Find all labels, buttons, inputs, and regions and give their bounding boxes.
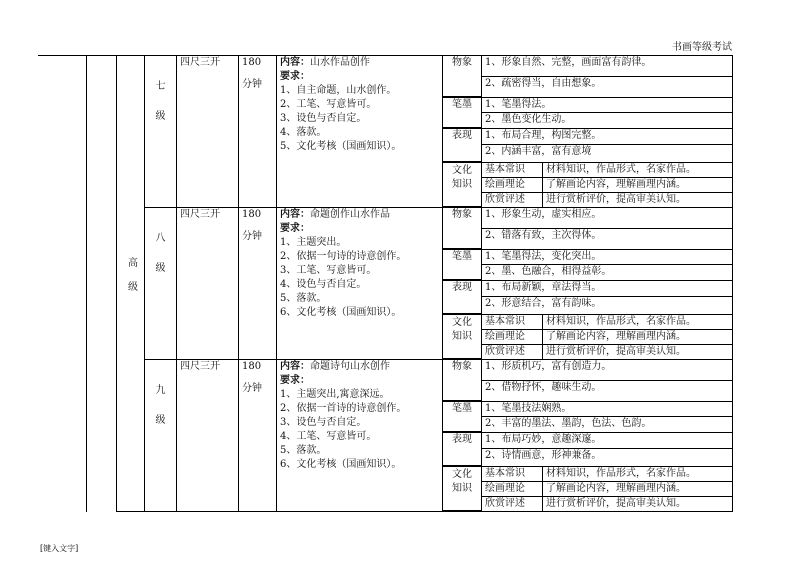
criteria-item: 1、形象自然、完整，画面富有韵律。 bbox=[482, 56, 733, 76]
footer-text: [键入文字] bbox=[40, 544, 79, 553]
criteria-subtable bbox=[443, 56, 732, 97]
requirement-item: 1、主题突出,寓意深远。 bbox=[280, 389, 390, 400]
content-label: 内容： bbox=[280, 57, 310, 68]
criteria-subtable bbox=[443, 98, 732, 128]
level-name-char-1: 七 bbox=[155, 81, 166, 92]
criteria-cell bbox=[443, 128, 733, 162]
requirements-label: 要求： bbox=[280, 71, 310, 82]
criteria-cell bbox=[443, 56, 733, 98]
criteria-subtable bbox=[443, 129, 732, 162]
criteria-subtable bbox=[443, 360, 732, 401]
criteria-row bbox=[87, 208, 733, 250]
level-name-char-1: 九 bbox=[155, 385, 166, 396]
criteria-cell bbox=[443, 314, 733, 360]
requirement-item: 3、设色与否自定。 bbox=[280, 113, 367, 124]
content-label: 内容： bbox=[280, 209, 310, 220]
criteria-item: 1、笔墨技法娴熟。 bbox=[482, 402, 733, 417]
criteria-item: 1、笔墨得法，变化突出。 bbox=[482, 250, 733, 265]
requirements-block bbox=[280, 360, 439, 472]
main-category-label: 高级 bbox=[125, 257, 137, 305]
criteria-cell bbox=[443, 402, 733, 433]
criteria-cell bbox=[443, 432, 733, 466]
main-category bbox=[117, 56, 145, 512]
criteria-category bbox=[443, 467, 482, 511]
level-name bbox=[145, 360, 177, 512]
page-header-title: 书画等级考试 bbox=[672, 42, 732, 53]
content-text: 命题诗句山水创作 bbox=[310, 361, 390, 372]
level-name bbox=[145, 208, 177, 360]
content-label: 内容： bbox=[280, 361, 310, 372]
criteria-item: 2、墨、色融合，相得益彰。 bbox=[482, 265, 733, 280]
criteria-item: 2、墨色变化生动。 bbox=[482, 113, 733, 128]
criteria-category: 表现 bbox=[443, 281, 482, 314]
knowledge-topic: 欣赏评述 bbox=[482, 192, 543, 207]
knowledge-detail: 进行赏析评价，提高审美认知。 bbox=[543, 192, 733, 207]
paper-size-text: 四尺三开 bbox=[180, 209, 220, 220]
requirement-item: 4、落款。 bbox=[280, 127, 327, 138]
criteria-item: 1、布局合理，构图完整。 bbox=[482, 129, 733, 145]
knowledge-detail: 了解画论内容，理解画理内涵。 bbox=[543, 177, 733, 192]
duration bbox=[239, 360, 277, 512]
criteria-cell bbox=[443, 360, 733, 402]
criteria-category-line-2: 知识 bbox=[452, 330, 472, 342]
criteria-item: 1、布局巧妙，意趣深邃。 bbox=[482, 433, 733, 449]
criteria-category: 笔墨 bbox=[443, 402, 482, 431]
requirement-item: 6、文化考核（国画知识）。 bbox=[280, 307, 402, 318]
requirement-item: 2、依据一首诗的诗意创作。 bbox=[280, 403, 407, 414]
criteria-subtable bbox=[443, 315, 732, 360]
criteria-item: 2、借物抒怀，趣味生动。 bbox=[482, 380, 733, 400]
knowledge-detail: 材料知识，作品形式，名家作品。 bbox=[543, 315, 733, 330]
duration-number: 180 bbox=[242, 361, 262, 372]
requirement-item: 4、工笔、写意皆可。 bbox=[280, 431, 377, 442]
requirement-item: 1、自主命题，山水创作。 bbox=[280, 85, 397, 96]
criteria-row bbox=[87, 56, 733, 98]
requirement-item: 2、工笔、写意皆可。 bbox=[280, 99, 377, 110]
level-name-char-2: 级 bbox=[155, 415, 166, 426]
criteria-cell bbox=[443, 250, 733, 281]
criteria-subtable bbox=[443, 208, 732, 249]
content-requirements bbox=[277, 56, 443, 208]
criteria-category bbox=[443, 163, 482, 207]
knowledge-detail: 了解画论内容，理解画理内涵。 bbox=[543, 481, 733, 496]
knowledge-detail: 进行赏析评价，提高审美认知。 bbox=[543, 344, 733, 359]
level-name-char-2: 级 bbox=[155, 111, 166, 122]
criteria-subtable bbox=[443, 467, 732, 512]
criteria-category: 物象 bbox=[443, 208, 482, 249]
duration-number: 180 bbox=[242, 57, 262, 68]
criteria-category-line-1: 文化 bbox=[452, 316, 472, 328]
knowledge-detail: 进行赏析评价，提高审美认知。 bbox=[543, 496, 733, 511]
requirements-block bbox=[280, 56, 439, 154]
criteria-subtable bbox=[443, 281, 732, 314]
criteria-item: 2、内涵丰富，富有意境 bbox=[482, 145, 733, 161]
criteria-category: 物象 bbox=[443, 360, 482, 401]
duration-number: 180 bbox=[242, 209, 262, 220]
criteria-item: 1、形象生动，虚实相应。 bbox=[482, 208, 733, 228]
duration-unit: 分钟 bbox=[242, 383, 262, 394]
requirement-item: 6、文化考核（国画知识）。 bbox=[280, 459, 402, 470]
duration bbox=[239, 208, 277, 360]
requirement-item: 5、文化考核（国画知识）。 bbox=[280, 141, 402, 152]
criteria-category bbox=[443, 315, 482, 359]
criteria-category-line-2: 知识 bbox=[452, 178, 472, 190]
duration-unit: 分钟 bbox=[242, 231, 262, 242]
knowledge-topic: 绘画理论 bbox=[482, 481, 543, 496]
paper-size bbox=[177, 208, 239, 360]
criteria-category: 表现 bbox=[443, 129, 482, 162]
requirement-item: 4、设色与否自定。 bbox=[280, 279, 367, 290]
content-text: 山水作品创作 bbox=[310, 57, 370, 68]
duration-unit: 分钟 bbox=[242, 79, 262, 90]
requirements-label: 要求： bbox=[280, 375, 310, 386]
criteria-item: 1、形质机巧，富有创造力。 bbox=[482, 360, 733, 380]
criteria-category: 表现 bbox=[443, 433, 482, 466]
duration bbox=[239, 56, 277, 208]
knowledge-topic: 欣赏评述 bbox=[482, 496, 543, 511]
requirement-item: 5、落款。 bbox=[280, 293, 327, 304]
content-requirements bbox=[277, 360, 443, 512]
paper-size-text: 四尺三开 bbox=[180, 57, 220, 68]
requirement-item: 1、主题突出。 bbox=[280, 237, 347, 248]
criteria-item: 2、形意结合，富有韵味。 bbox=[482, 297, 733, 313]
content-text: 命题创作山水作品 bbox=[310, 209, 390, 220]
criteria-category: 笔墨 bbox=[443, 98, 482, 127]
knowledge-topic: 基本常识 bbox=[482, 315, 543, 330]
requirement-item: 3、设色与否自定。 bbox=[280, 417, 367, 428]
criteria-item: 2、丰富的墨法、墨韵，色法、色韵。 bbox=[482, 417, 733, 432]
knowledge-detail: 材料知识，作品形式，名家作品。 bbox=[543, 163, 733, 178]
requirement-item: 3、工笔、写意皆可。 bbox=[280, 265, 377, 276]
knowledge-detail: 材料知识，作品形式，名家作品。 bbox=[543, 467, 733, 482]
paper-size bbox=[177, 56, 239, 208]
criteria-item: 2、错落有致，主次得体。 bbox=[482, 228, 733, 248]
paper-size bbox=[177, 360, 239, 512]
paper-size-text: 四尺三开 bbox=[180, 361, 220, 372]
criteria-category-line-1: 文化 bbox=[452, 164, 472, 176]
criteria-category: 物象 bbox=[443, 56, 482, 97]
criteria-subtable bbox=[443, 163, 732, 208]
knowledge-topic: 基本常识 bbox=[482, 467, 543, 482]
requirement-item: 2、依据一句诗的诗意创作。 bbox=[280, 251, 407, 262]
knowledge-detail: 了解画论内容，理解画理内涵。 bbox=[543, 329, 733, 344]
requirements-block bbox=[280, 208, 439, 320]
level-name bbox=[145, 56, 177, 208]
requirement-item: 5、落款。 bbox=[280, 445, 327, 456]
criteria-category-line-2: 知识 bbox=[452, 482, 472, 494]
criteria-subtable bbox=[443, 402, 732, 432]
left-margin-cell bbox=[87, 56, 117, 512]
knowledge-topic: 绘画理论 bbox=[482, 177, 543, 192]
requirements-label: 要求： bbox=[280, 223, 310, 234]
criteria-cell bbox=[443, 162, 733, 208]
criteria-subtable bbox=[443, 250, 732, 280]
criteria-cell bbox=[443, 280, 733, 314]
criteria-category: 笔墨 bbox=[443, 250, 482, 279]
criteria-item: 1、笔墨得法。 bbox=[482, 98, 733, 113]
knowledge-topic: 绘画理论 bbox=[482, 329, 543, 344]
criteria-item: 2、诗情画意，形神兼备。 bbox=[482, 449, 733, 465]
criteria-subtable bbox=[443, 433, 732, 466]
criteria-cell bbox=[443, 466, 733, 512]
criteria-item: 2、疏密得当，自由想象。 bbox=[482, 76, 733, 96]
criteria-row bbox=[87, 360, 733, 402]
knowledge-topic: 基本常识 bbox=[482, 163, 543, 178]
level-name-char-1: 八 bbox=[155, 233, 166, 244]
level-name-char-2: 级 bbox=[155, 263, 166, 274]
criteria-cell bbox=[443, 208, 733, 250]
criteria-category-line-1: 文化 bbox=[452, 468, 472, 480]
content-requirements bbox=[277, 208, 443, 360]
criteria-item: 1、布局新颖，章法得当。 bbox=[482, 281, 733, 297]
knowledge-topic: 欣赏评述 bbox=[482, 344, 543, 359]
exam-standards-table bbox=[86, 55, 733, 512]
criteria-cell bbox=[443, 98, 733, 129]
